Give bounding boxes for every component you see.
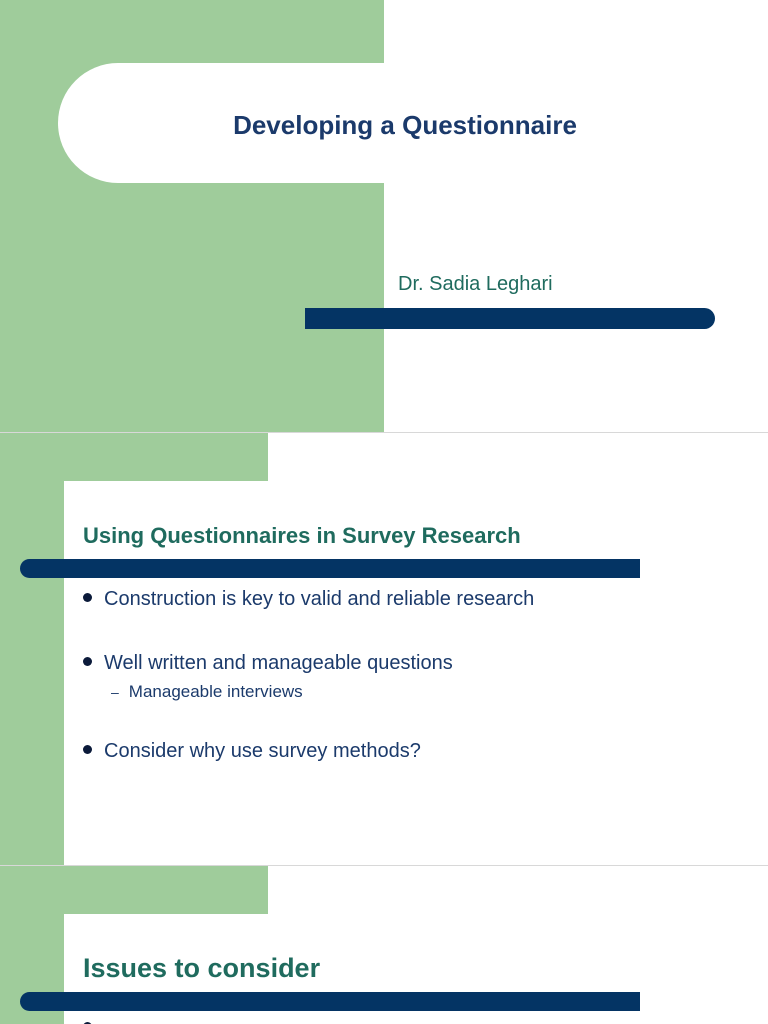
slide-3-title: Issues to consider (83, 953, 321, 983)
dash-marker: – (111, 684, 119, 700)
accent-bar (305, 308, 715, 329)
bullet-dot-icon (83, 657, 92, 666)
bullet-item (83, 738, 421, 764)
bullet-dot-icon (83, 593, 92, 602)
bullet-text: Construction is key to valid and reliable research (104, 588, 535, 610)
rounded-corner (64, 481, 104, 521)
sub-bullet-item (111, 681, 303, 703)
bullet-text: Well written and manageable questions (104, 652, 453, 674)
rounded-corner (64, 914, 104, 954)
author-name: Dr. Sadia Leghari (398, 273, 553, 295)
accent-bar (20, 559, 640, 578)
accent-bar (20, 992, 640, 1011)
sub-bullet-text: Manageable interviews (128, 682, 303, 701)
slide-1-title: Developing a Questionnaire (233, 110, 577, 140)
cut-off-bullet (83, 1016, 223, 1024)
bullet-item (83, 586, 534, 612)
bullet-text: Consider why use survey methods? (104, 740, 421, 762)
slide-title (0, 0, 768, 432)
slide-survey-research (0, 433, 768, 865)
bullet-item (83, 650, 453, 676)
bullet-dot-icon (83, 745, 92, 754)
slide-issues (0, 866, 768, 1024)
green-panel-left (0, 433, 64, 865)
slide-2-title: Using Questionnaires in Survey Research (83, 523, 521, 548)
